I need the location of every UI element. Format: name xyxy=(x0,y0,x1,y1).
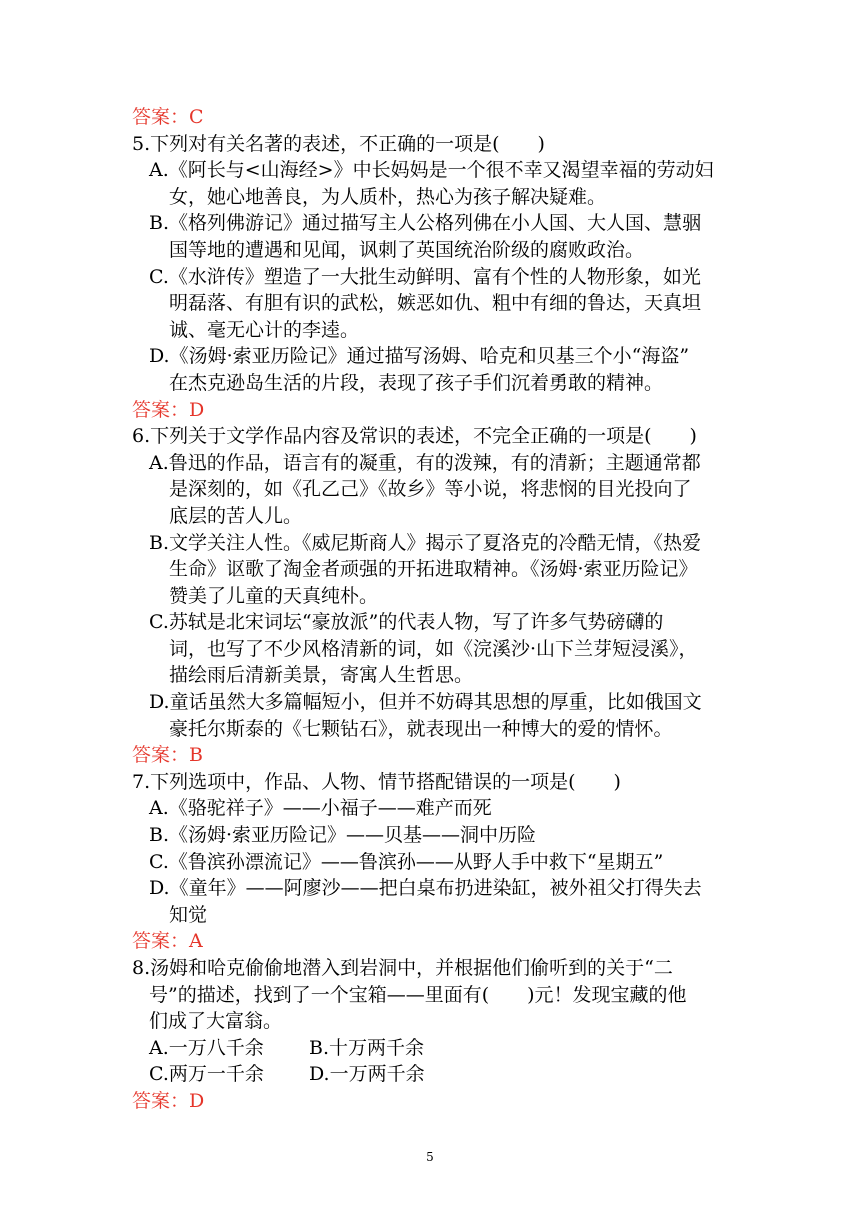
question-7-stem: 7.下列选项中，作品、人物、情节搭配错误的一项是( ) xyxy=(132,770,621,793)
q6-option-a-line2: 是深刻的，如《孔乙己》《故乡》等小说，将悲悯的目光投向了 xyxy=(169,478,692,501)
q6-option-a-line3: 底层的苦人儿。 xyxy=(169,504,303,527)
q7-option-d-line2: 知觉 xyxy=(169,903,208,926)
q6-option-b-line2: 生命》讴歌了淘金者顽强的开拓进取精神。《汤姆·索亚历险记》 xyxy=(169,558,698,581)
q8-option-b: B.十万两千余 xyxy=(309,1036,425,1059)
question-8-stem-line2: 号”的描述，找到了一个宝箱——里面有( )元！发现宝藏的他 xyxy=(149,983,687,1006)
q7-option-d-line1: D.《童年》——阿廖沙——把白桌布扔进染缸，被外祖父打得失去 xyxy=(149,877,702,900)
q6-option-c-line3: 描绘雨后清新美景，寄寓人生哲思。 xyxy=(169,664,474,687)
q6-option-c-line2: 词，也写了不少风格清新的词，如《浣溪沙·山下兰芽短浸溪》， xyxy=(169,637,698,660)
page-number: 5 xyxy=(426,1150,434,1164)
q6-option-a-line1: A.鲁迅的作品，语言有的凝重，有的泼辣，有的清新；主题通常都 xyxy=(149,451,701,474)
q8-option-d: D.一万两千余 xyxy=(309,1063,425,1086)
q8-choices-row1 xyxy=(132,1035,732,1062)
question-8-stem-line1: 8.汤姆和哈克偷偷地潜入到岩洞中，并根据他们偷听到的关于“二 xyxy=(132,957,673,979)
q5-option-a-line2: 女，她心地善良，为人质朴，热心为孩子解决疑难。 xyxy=(169,185,607,208)
answer-q8: 答案：D xyxy=(132,1089,205,1112)
answer-q7: 答案：A xyxy=(132,930,203,953)
answer-q4: 答案：C xyxy=(132,106,204,128)
question-6-stem: 6.下列关于文学作品内容及常识的表述，不完全正确的一项是( ) xyxy=(132,425,697,448)
question-content xyxy=(132,104,732,1115)
q5-option-d-line1: D.《汤姆·索亚历险记》通过描写汤姆、哈克和贝基三个小“海盗” xyxy=(149,345,690,368)
q7-option-b: B.《汤姆·索亚历险记》——贝基——洞中历险 xyxy=(149,824,537,847)
answer-q5: 答案：D xyxy=(132,398,205,421)
q7-option-c: C.《鲁滨孙漂流记》——鲁滨孙——从野人手中救下“星期五” xyxy=(149,850,664,873)
q6-option-d-line2: 豪托尔斯泰的《七颗钻石》，就表现出一种博大的爱的情怀。 xyxy=(169,717,673,740)
q6-option-c-line1: C.苏轼是北宋词坛“豪放派”的代表人物，写了许多气势磅礴的 xyxy=(149,611,664,634)
q5-option-b-line2: 国等地的遭遇和见闻，讽刺了英国统治阶级的腐败政治。 xyxy=(169,238,645,261)
q8-choices-row2 xyxy=(132,1061,732,1088)
q5-option-b-line1: B.《格列佛游记》通过描写主人公格列佛在小人国、大人国、慧骃 xyxy=(149,212,702,235)
q6-option-b-line1: B.文学关注人性。《威尼斯商人》揭示了夏洛克的冷酷无情，《热爱 xyxy=(149,531,702,554)
q5-option-c-line3: 诚、毫无心计的李逵。 xyxy=(169,318,360,341)
question-5-stem: 5.下列对有关名著的表述，不正确的一项是( ) xyxy=(132,132,545,155)
q7-option-a: A.《骆驼祥子》——小福子——难产而死 xyxy=(149,797,492,820)
question-8-stem-line3: 们成了大富翁。 xyxy=(149,1010,283,1033)
q8-option-c: C.两万一千余 xyxy=(149,1063,264,1086)
answer-q6: 答案：B xyxy=(132,744,203,767)
q8-option-a: A.一万八千余 xyxy=(149,1036,264,1059)
q6-option-b-line3: 赞美了儿童的天真纯朴。 xyxy=(169,584,379,607)
q5-option-c-line1: C.《水浒传》塑造了一大批生动鲜明、富有个性的人物形象，如光 xyxy=(149,265,701,288)
q6-option-d-line1: D.童话虽然大多篇幅短小，但并不妨碍其思想的厚重，比如俄国文 xyxy=(149,691,702,714)
q5-option-c-line2: 明磊落、有胆有识的武松，嫉恶如仇、粗中有细的鲁达，天真坦 xyxy=(169,292,702,315)
q5-option-a-line1: A.《阿长与<山海经>》中长妈妈是一个很不幸又渴望幸福的劳动妇 xyxy=(149,159,714,182)
q5-option-d-line2: 在杰克逊岛生活的片段，表现了孩子手们沉着勇敢的精神。 xyxy=(169,371,664,394)
